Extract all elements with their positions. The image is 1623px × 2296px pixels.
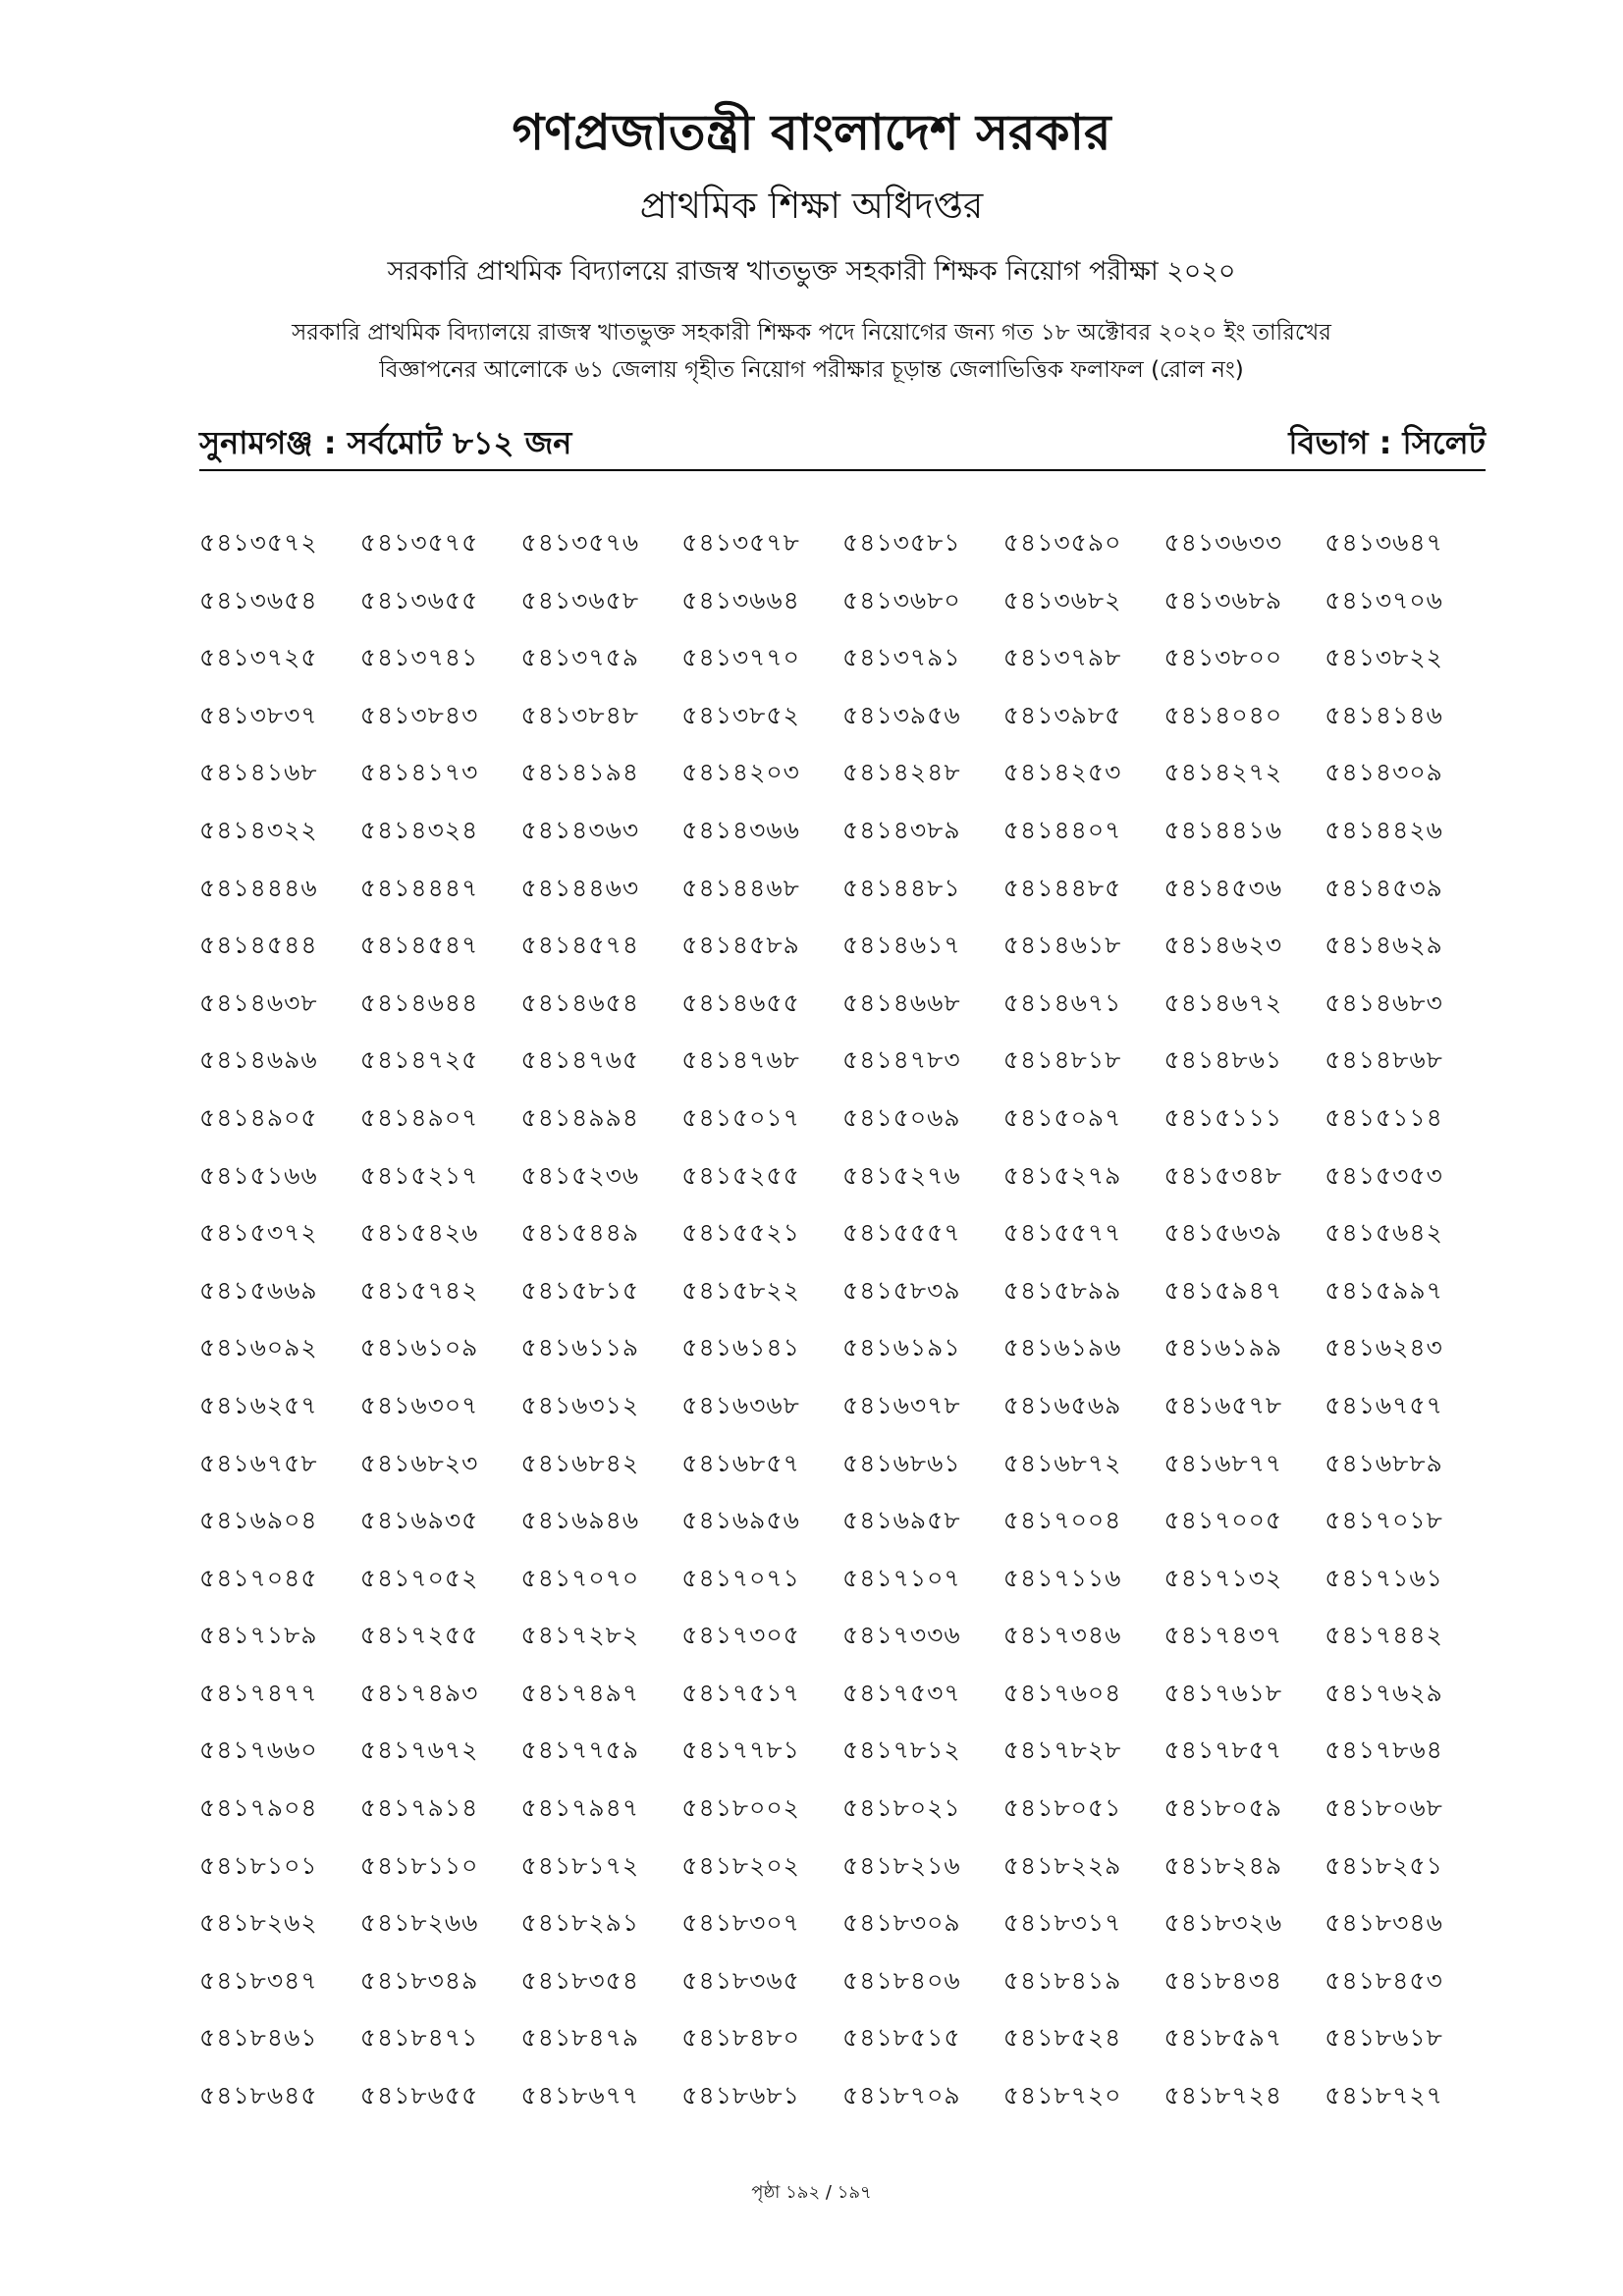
roll-number: ৫৪১৮২৪৯ — [1163, 1850, 1283, 1880]
roll-number: ৫৪১৭১৮৯ — [199, 1621, 318, 1650]
roll-number: ৫৪১৮৪৭৯ — [520, 2023, 640, 2053]
roll-number: ৫৪১৫৬৪২ — [1325, 1218, 1443, 1248]
roll-number: ৫৪১৪৪৬৮ — [681, 873, 800, 902]
roll-number: ৫৪১৭৪৯৭ — [520, 1678, 640, 1707]
exam-title: সরকারি প্রাথমিক বিদ্যালয়ে রাজস্ব খাতভুক্ত সহকারী শিক্ষক নিয়োগ পরীক্ষা ২০২০ — [387, 256, 1236, 287]
roll-number: ৫৪১৩৬৬৪ — [681, 585, 800, 614]
roll-number: ৫৪১৫২৭৬ — [842, 1160, 961, 1190]
roll-number: ৫৪১৩৭৯৮ — [1002, 643, 1122, 672]
roll-number: ৫৪১৫৫৫৭ — [842, 1218, 961, 1248]
roll-number: ৫৪১৫৪২৬ — [359, 1218, 479, 1248]
roll-number: ৫৪১৫০১৭ — [681, 1102, 800, 1132]
roll-number: ৫৪১৩৫৮১ — [842, 528, 961, 557]
roll-number: ৫৪১৬৩১২ — [520, 1390, 640, 1419]
roll-number: ৫৪১৮২৯১ — [520, 1908, 640, 1938]
roll-number: ৫৪১৭৮৬৪ — [1325, 1735, 1443, 1765]
roll-number: ৫৪১৮৩৪৯ — [359, 1965, 479, 1995]
roll-number: ৫৪১৪৫৩৯ — [1325, 873, 1443, 902]
roll-number: ৫৪১৬৮৫৭ — [681, 1448, 800, 1477]
roll-number: ৫৪১৫০৬৯ — [842, 1102, 961, 1132]
roll-number: ৫৪১৩৭৫৯ — [520, 643, 640, 672]
roll-number: ৫৪১৮১১০ — [359, 1850, 479, 1880]
notice-text — [0, 314, 1623, 389]
roll-number: ৫৪১৪৬৭১ — [1002, 988, 1122, 1017]
roll-number: ৫৪১৮২৬৬ — [359, 1908, 479, 1938]
roll-number: ৫৪১৩৫৭৮ — [681, 528, 800, 557]
roll-number: ৫৪১৭০১৮ — [1325, 1506, 1443, 1535]
roll-number: ৫৪১৮০৫৯ — [1163, 1793, 1283, 1823]
roll-number: ৫৪১৪৪১৬ — [1163, 815, 1283, 844]
roll-number: ৫৪১৬৮৭৭ — [1163, 1448, 1283, 1477]
roll-number: ৫৪১৮৩০৯ — [842, 1908, 961, 1938]
roll-number: ৫৪১৪৬৩৮ — [199, 988, 318, 1017]
roll-number: ৫৪১৫৩৫৩ — [1325, 1160, 1443, 1190]
roll-number: ৫৪১৭০৫২ — [359, 1563, 479, 1592]
roll-number: ৫৪১৪৪২৬ — [1325, 815, 1443, 844]
roll-number: ৫৪১৮৪১৯ — [1002, 1965, 1122, 1995]
roll-number: ৫৪১৬৩৬৮ — [681, 1390, 800, 1419]
roll-number: ৫৪১৫৭৪২ — [359, 1275, 479, 1305]
roll-number: ৫৪১৮৭২৪ — [1163, 2081, 1283, 2110]
roll-number: ৫৪১৬৮২৩ — [359, 1448, 479, 1477]
roll-number: ৫৪১৬২৫৭ — [199, 1390, 318, 1419]
roll-number: ৫৪১৪৬২৯ — [1325, 931, 1443, 960]
roll-number: ৫৪১৬১৪১ — [681, 1333, 800, 1362]
roll-number: ৫৪১৮৩৪৭ — [199, 1965, 318, 1995]
roll-number: ৫৪১৫০৯৭ — [1002, 1102, 1122, 1132]
roll-number: ৫৪১৭২৮২ — [520, 1621, 640, 1650]
roll-number: ৫৪১৭৬১৮ — [1163, 1678, 1283, 1707]
roll-number: ৫৪১৩৫৯০ — [1002, 528, 1122, 557]
roll-number: ৫৪১৭১৬১ — [1325, 1563, 1443, 1592]
roll-number: ৫৪১৪৩০৯ — [1325, 758, 1443, 787]
roll-number: ৫৪১৮০০২ — [681, 1793, 800, 1823]
roll-number: ৫৪১৪৪৪৭ — [359, 873, 479, 902]
roll-number: ৫৪১৪৭২৫ — [359, 1045, 479, 1075]
roll-number: ৫৪১৭০০৫ — [1163, 1506, 1283, 1535]
roll-number: ৫৪১৪৭৬৫ — [520, 1045, 640, 1075]
roll-number: ৫৪১৪৩২২ — [199, 815, 318, 844]
roll-number: ৫৪১৮৭২০ — [1002, 2081, 1122, 2110]
roll-number: ৫৪১৮৩০৭ — [681, 1908, 800, 1938]
roll-number: ৫৪১৭৪৯৩ — [359, 1678, 479, 1707]
district-total: সুনামগঞ্জ : সর্বমোট ৮১২ জন — [199, 424, 572, 461]
roll-number: ৫৪১৬০৯২ — [199, 1333, 318, 1362]
roll-number: ৫৪১৫২৩৬ — [520, 1160, 640, 1190]
roll-number: ৫৪১৪৬৬৮ — [842, 988, 961, 1017]
roll-number: ৫৪১৮৪৭১ — [359, 2023, 479, 2053]
page-number: পৃষ্ঠা ১৯২ / ১৯৭ — [751, 2182, 872, 2203]
roll-number: ৫৪১৩৭৪১ — [359, 643, 479, 672]
roll-number: ৫৪১৪৯৯৪ — [520, 1102, 640, 1132]
roll-number: ৫৪১৩৭৭০ — [681, 643, 800, 672]
roll-number: ৫৪১৭৫১৭ — [681, 1678, 800, 1707]
roll-number: ৫৪১৪১৪৬ — [1325, 700, 1443, 729]
roll-number: ৫৪১৬১৯১ — [842, 1333, 961, 1362]
roll-number: ৫৪১৫১১৪ — [1325, 1102, 1443, 1132]
division-label: বিভাগ : সিলেট — [1288, 424, 1486, 461]
roll-number: ৫৪১৫২৭৯ — [1002, 1160, 1122, 1190]
roll-number: ৫৪১৩৮৪৮ — [520, 700, 640, 729]
roll-number: ৫৪১৭৬৭২ — [359, 1735, 479, 1765]
roll-number: ৫৪১৮৬৮১ — [681, 2081, 800, 2110]
roll-number: ৫৪১৮৪৩৪ — [1163, 1965, 1283, 1995]
roll-number: ৫৪১৩৭০৬ — [1325, 585, 1443, 614]
roll-number: ৫৪১৭০৪৫ — [199, 1563, 318, 1592]
roll-number: ৫৪১৫৮৯৯ — [1002, 1275, 1122, 1305]
roll-number: ৫৪১৬৮৬১ — [842, 1448, 961, 1477]
roll-number: ৫৪১৪৭৬৮ — [681, 1045, 800, 1075]
roll-number: ৫৪১৫৪৪৯ — [520, 1218, 640, 1248]
roll-number: ৫৪১৫৬৬৯ — [199, 1275, 318, 1305]
roll-number: ৫৪১৩৮৫২ — [681, 700, 800, 729]
roll-number: ৫৪১৭৩০৫ — [681, 1621, 800, 1650]
roll-number: ৫৪১৭৭৮১ — [681, 1735, 800, 1765]
roll-number: ৫৪১৭০৭০ — [520, 1563, 640, 1592]
roll-number: ৫৪১৭৯৪৭ — [520, 1793, 640, 1823]
roll-number: ৫৪১৪৪৮৫ — [1002, 873, 1122, 902]
roll-number: ৫৪১৬১৯৬ — [1002, 1333, 1122, 1362]
roll-number: ৫৪১৩৯৫৬ — [842, 700, 961, 729]
roll-number: ৫৪১৬৯৪৬ — [520, 1506, 640, 1535]
roll-number: ৫৪১৪৬১৮ — [1002, 931, 1122, 960]
roll-number: ৫৪১৬২৪৩ — [1325, 1333, 1443, 1362]
roll-number: ৫৪১৫১১১ — [1163, 1102, 1283, 1132]
roll-number: ৫৪১৭৪৪২ — [1325, 1621, 1443, 1650]
roll-number: ৫৪১৪৫৩৬ — [1163, 873, 1283, 902]
roll-number: ৫৪১৪৫৮৯ — [681, 931, 800, 960]
roll-number: ৫৪১৮৬৭৭ — [520, 2081, 640, 2110]
roll-number: ৫৪১৫৮২২ — [681, 1275, 800, 1305]
roll-number: ৫৪১৩৫৭২ — [199, 528, 318, 557]
roll-number: ৫৪১৫২১৭ — [359, 1160, 479, 1190]
roll-number: ৫৪১৬১৯৯ — [1163, 1333, 1283, 1362]
roll-number: ৫৪১৪২৭২ — [1163, 758, 1283, 787]
roll-number: ৫৪১৪৭৮৩ — [842, 1045, 961, 1075]
roll-number: ৫৪১৩৭৯১ — [842, 643, 961, 672]
roll-number: ৫৪১৩৬৫৫ — [359, 585, 479, 614]
roll-number: ৫৪১৫৮৩৯ — [842, 1275, 961, 1305]
roll-number: ৫৪১৪৩৬৬ — [681, 815, 800, 844]
roll-number: ৫৪১৭০০৪ — [1002, 1506, 1122, 1535]
government-title: গণপ্রজাতন্ত্রী বাংলাদেশ সরকার — [512, 104, 1111, 161]
roll-number: ৫৪১৮৪৬১ — [199, 2023, 318, 2053]
roll-number: ৫৪১৩৬৫৮ — [520, 585, 640, 614]
roll-number: ৫৪১৪১৯৪ — [520, 758, 640, 787]
roll-number: ৫৪১৮০৫১ — [1002, 1793, 1122, 1823]
roll-number: ৫৪১৪৬২৩ — [1163, 931, 1283, 960]
roll-number: ৫৪১৮৬৫৫ — [359, 2081, 479, 2110]
roll-number: ৫৪১৮৩১৭ — [1002, 1908, 1122, 1938]
roll-number: ৫৪১৪৪৮১ — [842, 873, 961, 902]
roll-number: ৫৪১৪৮১৮ — [1002, 1045, 1122, 1075]
notice-line-2: বিজ্ঞাপনের আলোকে ৬১ জেলায় গৃহীত নিয়োগ পরীক্ষার চূড়ান্ত জেলাভিত্তিক ফলাফল (রোল নং) — [379, 357, 1244, 383]
roll-number: ৫৪১৪৮৬১ — [1163, 1045, 1283, 1075]
roll-number: ৫৪১৮২৬২ — [199, 1908, 318, 1938]
roll-number: ৫৪১৫৯৪৭ — [1163, 1275, 1283, 1305]
roll-number: ৫৪১৮২৫১ — [1325, 1850, 1443, 1880]
roll-number: ৫৪১৮৪০৬ — [842, 1965, 961, 1995]
roll-number: ৫৪১৪৩২৪ — [359, 815, 479, 844]
roll-number: ৫৪১৮৭০৯ — [842, 2081, 961, 2110]
roll-number: ৫৪১৭৪৭৭ — [199, 1678, 318, 1707]
document-header — [0, 98, 1623, 389]
roll-number: ৫৪১৪২০৩ — [681, 758, 800, 787]
roll-number: ৫৪১৩৮৪৩ — [359, 700, 479, 729]
roll-number: ৫৪১৫১৬৬ — [199, 1160, 318, 1190]
roll-number: ৫৪১৪৫৪৪ — [199, 931, 318, 960]
roll-number: ৫৪১৪৯০৫ — [199, 1102, 318, 1132]
roll-number: ৫৪১৩৬৮৯ — [1163, 585, 1283, 614]
roll-number: ৫৪১৮৪৮০ — [681, 2023, 800, 2053]
roll-number: ৫৪১৬১০৯ — [359, 1333, 479, 1362]
roll-number: ৫৪১৪৩৬৩ — [520, 815, 640, 844]
roll-number: ৫৪১৭৮৫৭ — [1163, 1735, 1283, 1765]
roll-number: ৫৪১৩৮৩৭ — [199, 700, 318, 729]
roll-number: ৫৪১৮০২১ — [842, 1793, 961, 1823]
roll-number: ৫৪১৩৬৫৪ — [199, 585, 318, 614]
roll-number: ৫৪১৫৫৭৭ — [1002, 1218, 1122, 1248]
roll-number: ৫৪১৭২৫৫ — [359, 1621, 479, 1650]
roll-number: ৫৪১৬৯৩৫ — [359, 1506, 479, 1535]
roll-number-grid — [199, 528, 1486, 2139]
department-title: প্রাথমিক শিক্ষা অধিদপ্তর — [639, 185, 984, 227]
roll-number: ৫৪১৬৯৫৬ — [681, 1506, 800, 1535]
roll-number: ৫৪১৮৫২৪ — [1002, 2023, 1122, 2053]
roll-number: ৫৪১৫৩৪৮ — [1163, 1160, 1283, 1190]
roll-number: ৫৪১৩৬৮২ — [1002, 585, 1122, 614]
roll-number: ৫৪১৮৩২৬ — [1163, 1908, 1283, 1938]
roll-number: ৫৪১৬৯৫৮ — [842, 1506, 961, 1535]
roll-number: ৫৪১৮৬১৮ — [1325, 2023, 1443, 2053]
roll-number: ৫৪১৪৪০৭ — [1002, 815, 1122, 844]
roll-number: ৫৪১৪৫৪৭ — [359, 931, 479, 960]
roll-number: ৫৪১৮৫১৫ — [842, 2023, 961, 2053]
roll-number: ৫৪১৭৩৩৬ — [842, 1621, 961, 1650]
roll-number: ৫৪১৮১০১ — [199, 1850, 318, 1880]
roll-number: ৫৪১৬৫৬৯ — [1002, 1390, 1122, 1419]
roll-number: ৫৪১৭৬৬০ — [199, 1735, 318, 1765]
roll-number: ৫৪১৭৩৪৬ — [1002, 1621, 1122, 1650]
district-summary-row — [199, 420, 1486, 471]
roll-number: ৫৪১৭৪৩৭ — [1163, 1621, 1283, 1650]
roll-number: ৫৪১৬৩৭৮ — [842, 1390, 961, 1419]
roll-number: ৫৪১৪৬৫৫ — [681, 988, 800, 1017]
roll-number: ৫৪১৪৯০৭ — [359, 1102, 479, 1132]
roll-number: ৫৪১৪৮৬৮ — [1325, 1045, 1443, 1075]
roll-number: ৫৪১৮৫৯৭ — [1163, 2023, 1283, 2053]
roll-number: ৫৪১৭১৩২ — [1163, 1563, 1283, 1592]
roll-number: ৫৪১৪৪৪৬ — [199, 873, 318, 902]
roll-number: ৫৪১৮৩৬৫ — [681, 1965, 800, 1995]
roll-number: ৫৪১৮৩৪৬ — [1325, 1908, 1443, 1938]
roll-number: ৫৪১৩৬৪৭ — [1325, 528, 1443, 557]
roll-number: ৫৪১৩৫৭৫ — [359, 528, 479, 557]
roll-number: ৫৪১৮২২৯ — [1002, 1850, 1122, 1880]
roll-number: ৫৪১৩৬৩৩ — [1163, 528, 1283, 557]
roll-number: ৫৪১৫৩৭২ — [199, 1218, 318, 1248]
roll-number: ৫৪১৭০৭১ — [681, 1563, 800, 1592]
roll-number: ৫৪১৪২৪৮ — [842, 758, 961, 787]
roll-number: ৫৪১৫২৫৫ — [681, 1160, 800, 1190]
roll-number: ৫৪১৮৬৪৫ — [199, 2081, 318, 2110]
roll-number: ৫৪১৮৪৫৩ — [1325, 1965, 1443, 1995]
roll-number: ৫৪১৮২১৬ — [842, 1850, 961, 1880]
roll-number: ৫৪১৭৮১২ — [842, 1735, 961, 1765]
roll-number: ৫৪১৪৬৮৩ — [1325, 988, 1443, 1017]
roll-number: ৫৪১৮৭২৭ — [1325, 2081, 1443, 2110]
roll-number: ৫৪১৭৬০৪ — [1002, 1678, 1122, 1707]
roll-number: ৫৪১৬৫৭৮ — [1163, 1390, 1283, 1419]
roll-number: ৫৪১৩৮২২ — [1325, 643, 1443, 672]
roll-number: ৫৪১৪৫৭৪ — [520, 931, 640, 960]
roll-number: ৫৪১৪৩৮৯ — [842, 815, 961, 844]
roll-number: ৫৪১৭৬২৯ — [1325, 1678, 1443, 1707]
roll-number: ৫৪১৭৮২৮ — [1002, 1735, 1122, 1765]
roll-number: ৫৪১৭১১৬ — [1002, 1563, 1122, 1592]
roll-number: ৫৪১৬৩০৭ — [359, 1390, 479, 1419]
roll-number: ৫৪১৫৫২১ — [681, 1218, 800, 1248]
roll-number: ৫৪১৫৬৩৯ — [1163, 1218, 1283, 1248]
roll-number: ৫৪১৪২৫৩ — [1002, 758, 1122, 787]
roll-number: ৫৪১৪৬৫৪ — [520, 988, 640, 1017]
roll-number: ৫৪১৬৮৮৯ — [1325, 1448, 1443, 1477]
notice-line-1: সরকারি প্রাথমিক বিদ্যালয়ে রাজস্ব খাতভুক্ত সহকারী শিক্ষক পদে নিয়োগের জন্য গত ১৮ অক্টোবর ২০২০ ইং তারিখের — [292, 320, 1331, 346]
roll-number: ৫৪১৩৫৭৬ — [520, 528, 640, 557]
roll-number: ৫৪১৩৭২৫ — [199, 643, 318, 672]
roll-number: ৫৪১৩৯৮৫ — [1002, 700, 1122, 729]
roll-number: ৫৪১৭৯১৪ — [359, 1793, 479, 1823]
roll-number: ৫৪১৭৭৫৯ — [520, 1735, 640, 1765]
roll-number: ৫৪১৪৬৭২ — [1163, 988, 1283, 1017]
roll-number: ৫৪১৬৭৫৭ — [1325, 1390, 1443, 1419]
roll-number: ৫৪১৬৮৪২ — [520, 1448, 640, 1477]
roll-number: ৫৪১৮৩৫৪ — [520, 1965, 640, 1995]
roll-number: ৫৪১৭৯০৪ — [199, 1793, 318, 1823]
roll-number: ৫৪১৪৬৯৬ — [199, 1045, 318, 1075]
roll-number: ৫৪১৬৮৭২ — [1002, 1448, 1122, 1477]
roll-number: ৫৪১৫৮১৫ — [520, 1275, 640, 1305]
roll-number: ৫৪১৩৮০০ — [1163, 643, 1283, 672]
roll-number: ৫৪১৪১৬৮ — [199, 758, 318, 787]
roll-number: ৫৪১৬৯০৪ — [199, 1506, 318, 1535]
roll-number: ৫৪১৮১৭২ — [520, 1850, 640, 1880]
roll-number: ৫৪১৮০৬৮ — [1325, 1793, 1443, 1823]
roll-number: ৫৪১৪০৪০ — [1163, 700, 1283, 729]
roll-number: ৫৪১৪৬১৭ — [842, 931, 961, 960]
roll-number: ৫৪১৪৬৪৪ — [359, 988, 479, 1017]
roll-number: ৫৪১৩৬৮০ — [842, 585, 961, 614]
roll-number: ৫৪১৪৪৬৩ — [520, 873, 640, 902]
roll-number: ৫৪১৭১০৭ — [842, 1563, 961, 1592]
roll-number: ৫৪১৪১৭৩ — [359, 758, 479, 787]
roll-number: ৫৪১৬৭৫৮ — [199, 1448, 318, 1477]
roll-number: ৫৪১৮২০২ — [681, 1850, 800, 1880]
roll-number: ৫৪১৭৫৩৭ — [842, 1678, 961, 1707]
roll-number: ৫৪১৫৯৯৭ — [1325, 1275, 1443, 1305]
roll-number: ৫৪১৬১১৯ — [520, 1333, 640, 1362]
